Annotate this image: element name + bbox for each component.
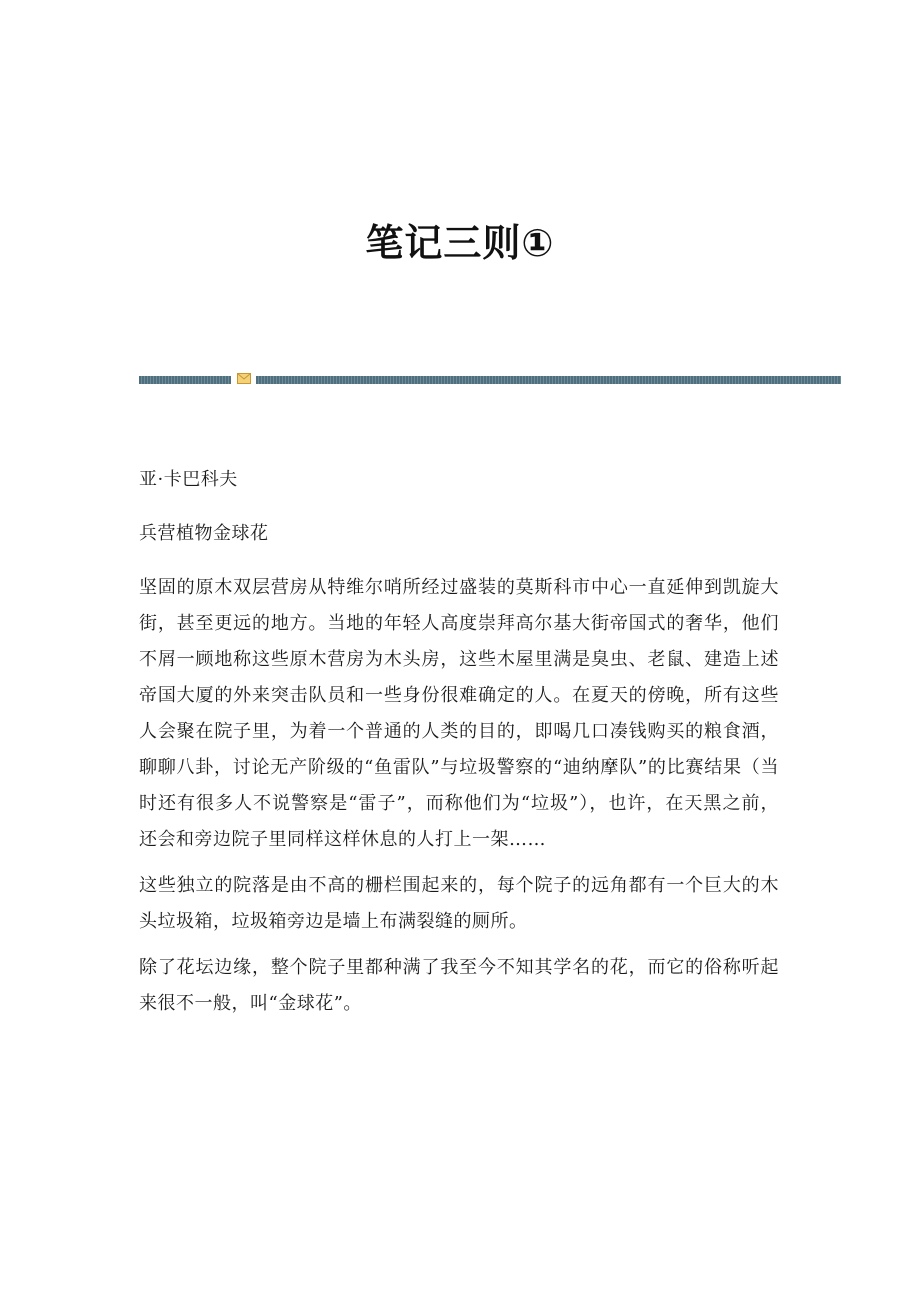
document-title: 笔记三则① xyxy=(365,221,555,265)
envelope-icon xyxy=(237,373,251,384)
divider-bar-left xyxy=(139,376,231,384)
paragraph: 坚固的原木双层营房从特维尔哨所经过盛装的莫斯科市中心一直延伸到凯旋大街，甚至更远的地方。当地的年轻人高度崇拜高尔基大街帝国式的奢华，他们不屑一顾地称这些原木营房为木头房，这些木屋里满是臭虫、老鼠、建造上述帝国大厦的外来突击队员和一些身份很难确定的人。在夏天的傍晚，所有这些人会聚在院子里，为着一个普通的人类的目的，即喝几口凑钱购买的粮食酒，聊聊八卦，讨论无产阶级的“鱼雷队”与垃圾警察的“迪纳摩队”的比赛结果（当时还有很多人不说警察是“雷子”，而称他们为“垃圾”），也许，在天黑之前，还会和旁边院子里同样这样休息的人打上一架…… xyxy=(139,577,779,850)
author-line: 亚·卡巴科夫 xyxy=(139,469,238,490)
article-body xyxy=(139,462,779,1032)
section-title: 兵营植物金球花 xyxy=(139,523,269,544)
paragraph: 除了花坛边缘，整个院子里都种满了我至今不知其学名的花，而它的俗称听起来很不一般，叫“金球花”。 xyxy=(139,957,779,1014)
divider-bar-right xyxy=(256,376,841,384)
title-divider xyxy=(139,373,841,384)
paragraph: 这些独立的院落是由不高的栅栏围起来的，每个院子的远角都有一个巨大的木头垃圾箱，垃圾箱旁边是墙上布满裂缝的厕所。 xyxy=(139,875,779,932)
